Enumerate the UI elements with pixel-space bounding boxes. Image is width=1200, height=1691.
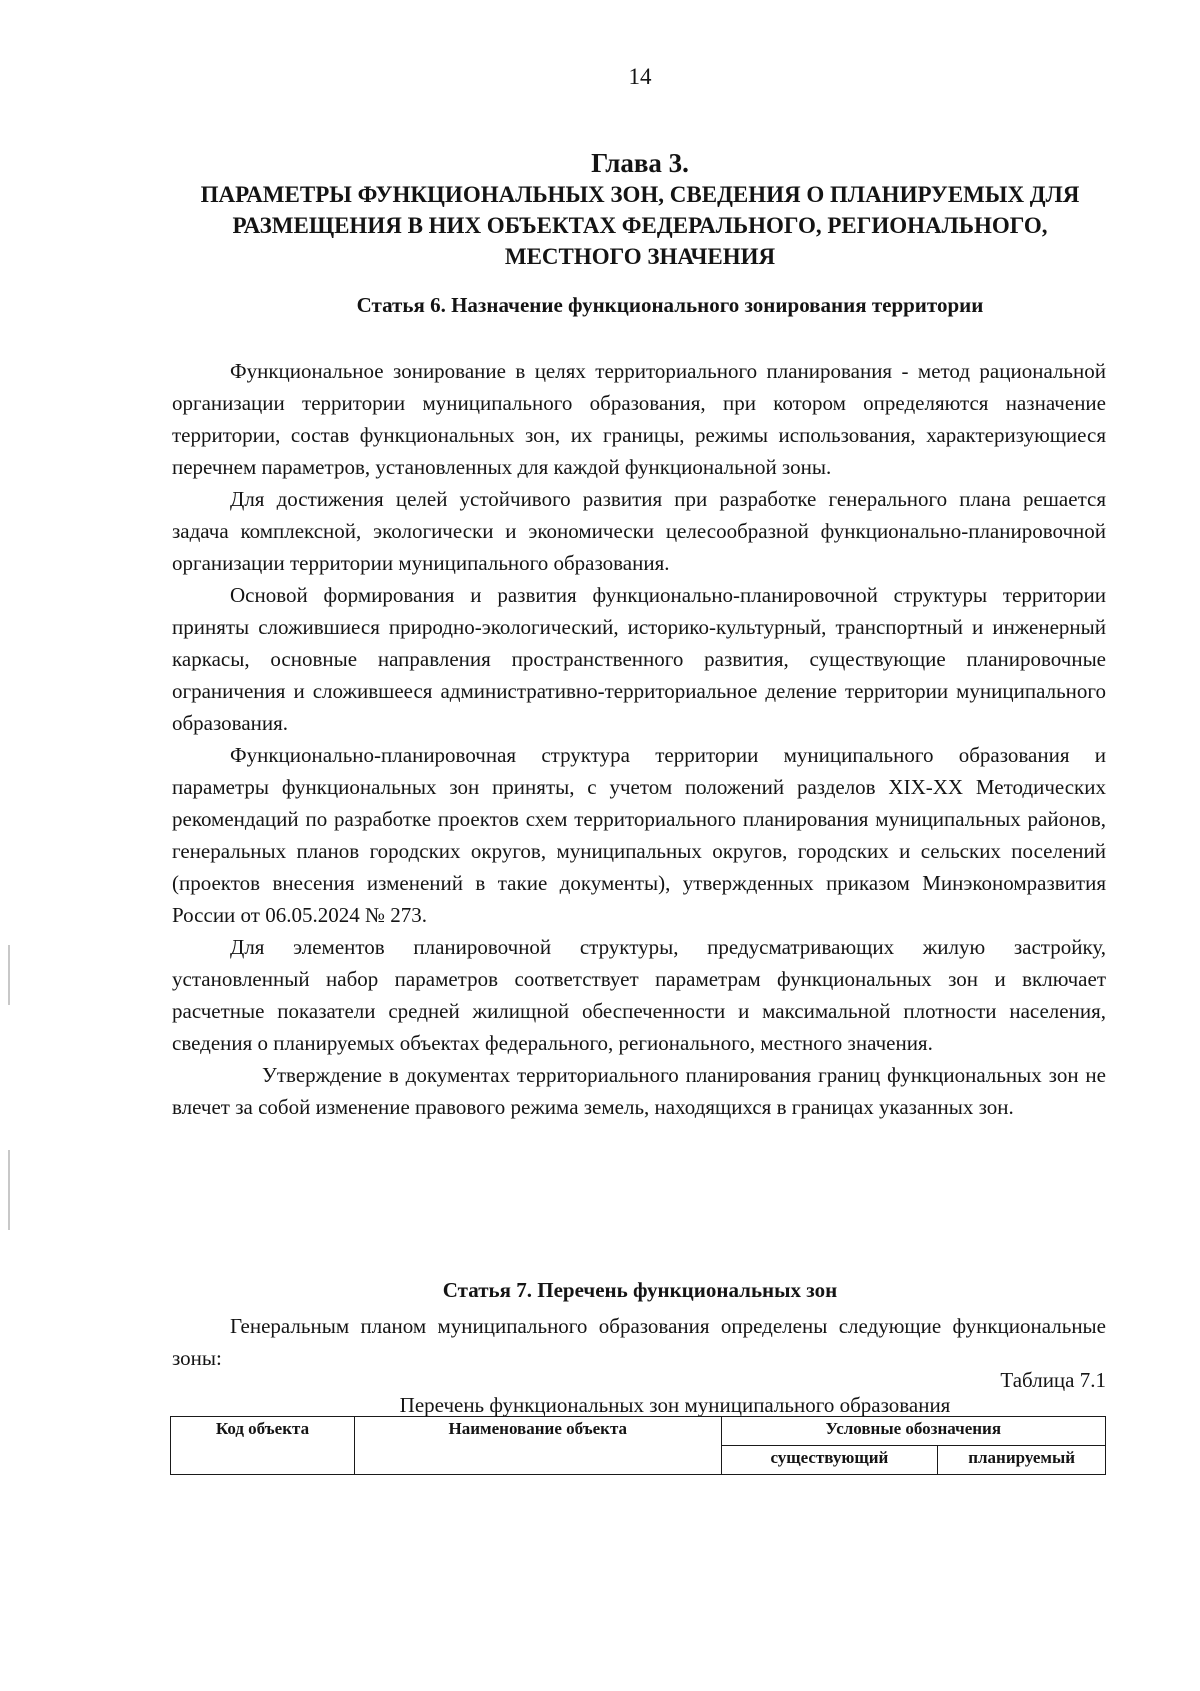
paragraph: Функциональное зонирование в целях территориального планирования - метод рациональной организации территории муниципального образования, при котором определяются назначение территории, состав функциональных зон, их границы, режимы использования, характеризующиеся перечнем параметров, установленных для каждой функциональной зоны.	[172, 359, 1106, 479]
scan-artifact	[8, 945, 10, 1005]
article-7-body	[172, 1310, 1106, 1374]
table-header-row	[171, 1417, 1106, 1446]
header-planned: планируемый	[938, 1446, 1106, 1475]
table-number: Таблица 7.1	[1000, 1368, 1106, 1392]
paragraph: Утверждение в документах территориального планирования границ функциональных зон не влечет за собой изменение правового режима земель, находящихся в границах указанных зон.	[172, 1063, 1106, 1119]
paragraph: Генеральным планом муниципального образования определены следующие функциональные зоны:	[172, 1314, 1106, 1370]
article-7-title: Статья 7. Перечень функциональных зон	[442, 1278, 838, 1302]
chapter-title: Глава 3.	[591, 148, 689, 178]
header-existing: существующий	[721, 1446, 938, 1475]
header-legend: Условные обозначения	[721, 1417, 1105, 1446]
article-6-title: Статья 6. Назначение функционального зонирования территории	[356, 293, 984, 317]
scan-artifact	[8, 1150, 10, 1230]
header-code: Код объекта	[171, 1417, 355, 1475]
article-6-body	[172, 355, 1106, 1123]
chapter-header	[170, 148, 1110, 272]
paragraph: Основой формирования и развития функционально-планировочной структуры территории приняты сложившиеся природно-экологический, историко-культурный, транспортный и инженерный каркасы, основные направления пространственного развития, существующие планировочные ограничения и сложившееся административно-территориальное деление территории муниципального образования.	[172, 583, 1106, 735]
paragraph: Функционально-планировочная структура территории муниципального образования и параметры функциональных зон приняты, с учетом положений разделов XIX-XX Методических рекомендаций по разработке проектов схем территориального планирования муниципальных районов, генеральных планов городских округов, муниципальных округов, городских и сельских поселений (проектов внесения изменений в такие документы), утвержденных приказом Минэкономразвития России от 06.05.2024 № 273.	[172, 743, 1106, 927]
zones-table	[170, 1416, 1106, 1475]
chapter-heading: ПАРАМЕТРЫ ФУНКЦИОНАЛЬНЫХ ЗОН, СВЕДЕНИЯ О ПЛАНИРУЕМЫХ ДЛЯ РАЗМЕЩЕНИЯ В НИХ ОБЪЕКТАХ ФЕДЕРАЛЬНОГО, РЕГИОНАЛЬНОГО, МЕСТНОГО ЗНАЧЕНИЯ	[200, 182, 1080, 269]
paragraph: Для элементов планировочной структуры, предусматривающих жилую застройку, установленный набор параметров соответствует параметрам функциональных зон и включает расчетные показатели средней жилищной обеспеченности и максимальной плотности населения, сведения о планируемых объектах федерального, регионального, местного значения.	[172, 935, 1106, 1055]
page-number: 14	[628, 64, 652, 89]
table-caption: Перечень функциональных зон муниципального образования	[399, 1393, 951, 1417]
paragraph: Для достижения целей устойчивого развития при разработке генерального плана решается задача комплексной, экологически и экономически целесообразной функционально-планировочной организации территории муниципального образования.	[172, 487, 1106, 575]
header-name: Наименование объекта	[354, 1417, 721, 1475]
